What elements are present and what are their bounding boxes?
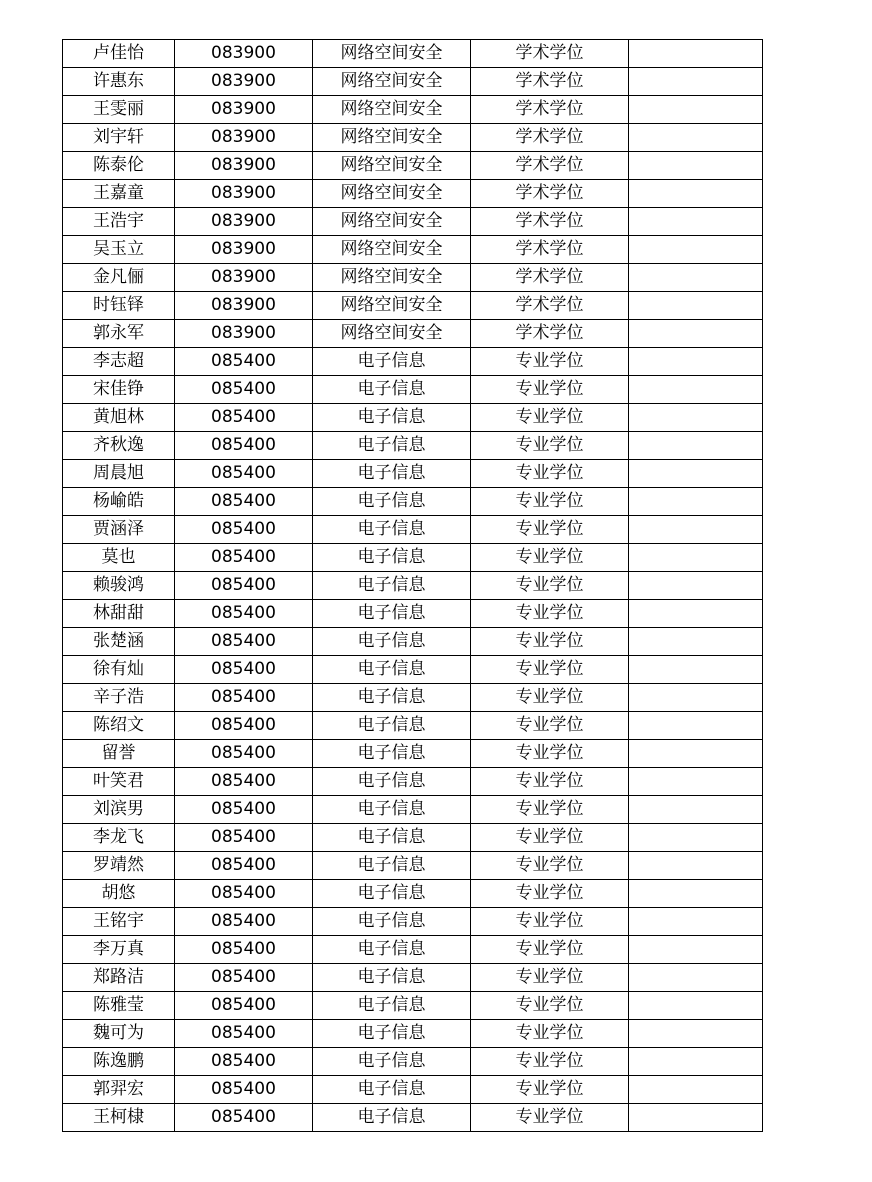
table-row: [63, 488, 763, 516]
major-cell: 电子信息: [313, 572, 471, 600]
table-row: [63, 908, 763, 936]
degree-type-cell: 专业学位: [471, 376, 629, 404]
degree-type-cell: 专业学位: [471, 880, 629, 908]
name-cell: 王嘉童: [63, 180, 175, 208]
code-cell: 085400: [175, 740, 313, 768]
note-cell: [629, 208, 763, 236]
roster-table: [62, 39, 763, 1132]
table-row: [63, 1048, 763, 1076]
note-cell: [629, 264, 763, 292]
major-cell: 电子信息: [313, 600, 471, 628]
code-cell: 085400: [175, 404, 313, 432]
note-cell: [629, 348, 763, 376]
code-cell: 083900: [175, 292, 313, 320]
code-cell: 085400: [175, 908, 313, 936]
table-row: [63, 628, 763, 656]
name-cell: 刘宇轩: [63, 124, 175, 152]
code-cell: 083900: [175, 264, 313, 292]
note-cell: [629, 936, 763, 964]
degree-type-cell: 专业学位: [471, 712, 629, 740]
table-row: [63, 432, 763, 460]
degree-type-cell: 专业学位: [471, 740, 629, 768]
code-cell: 085400: [175, 544, 313, 572]
table-row: [63, 1104, 763, 1132]
major-cell: 网络空间安全: [313, 208, 471, 236]
major-cell: 电子信息: [313, 544, 471, 572]
degree-type-cell: 专业学位: [471, 768, 629, 796]
major-cell: 电子信息: [313, 628, 471, 656]
name-cell: 黄旭林: [63, 404, 175, 432]
degree-type-cell: 专业学位: [471, 964, 629, 992]
name-cell: 林甜甜: [63, 600, 175, 628]
code-cell: 085400: [175, 628, 313, 656]
name-cell: 时钰铎: [63, 292, 175, 320]
degree-type-cell: 专业学位: [471, 544, 629, 572]
table-row: [63, 68, 763, 96]
note-cell: [629, 992, 763, 1020]
major-cell: 电子信息: [313, 824, 471, 852]
code-cell: 085400: [175, 880, 313, 908]
degree-type-cell: 专业学位: [471, 488, 629, 516]
degree-type-cell: 学术学位: [471, 96, 629, 124]
major-cell: 电子信息: [313, 684, 471, 712]
code-cell: 085400: [175, 600, 313, 628]
name-cell: 贾涵泽: [63, 516, 175, 544]
code-cell: 085400: [175, 376, 313, 404]
name-cell: 杨崳皓: [63, 488, 175, 516]
major-cell: 网络空间安全: [313, 320, 471, 348]
code-cell: 085400: [175, 824, 313, 852]
note-cell: [629, 600, 763, 628]
name-cell: 郑路洁: [63, 964, 175, 992]
degree-type-cell: 专业学位: [471, 1104, 629, 1132]
name-cell: 魏可为: [63, 1020, 175, 1048]
table-row: [63, 1076, 763, 1104]
degree-type-cell: 专业学位: [471, 936, 629, 964]
major-cell: 电子信息: [313, 768, 471, 796]
code-cell: 083900: [175, 208, 313, 236]
degree-type-cell: 学术学位: [471, 292, 629, 320]
degree-type-cell: 专业学位: [471, 684, 629, 712]
major-cell: 电子信息: [313, 852, 471, 880]
note-cell: [629, 320, 763, 348]
code-cell: 085400: [175, 460, 313, 488]
name-cell: 陈泰伦: [63, 152, 175, 180]
name-cell: 郭永军: [63, 320, 175, 348]
code-cell: 083900: [175, 40, 313, 68]
code-cell: 085400: [175, 796, 313, 824]
degree-type-cell: 学术学位: [471, 264, 629, 292]
table-row: [63, 348, 763, 376]
table-row: [63, 404, 763, 432]
name-cell: 金凡俪: [63, 264, 175, 292]
code-cell: 085400: [175, 712, 313, 740]
name-cell: 宋佳铮: [63, 376, 175, 404]
table-row: [63, 292, 763, 320]
table-row: [63, 740, 763, 768]
note-cell: [629, 1020, 763, 1048]
table-row: [63, 600, 763, 628]
table-row: [63, 852, 763, 880]
table-row: [63, 656, 763, 684]
table-row: [63, 320, 763, 348]
table-row: [63, 880, 763, 908]
table-row: [63, 208, 763, 236]
note-cell: [629, 768, 763, 796]
degree-type-cell: 专业学位: [471, 432, 629, 460]
name-cell: 张楚涵: [63, 628, 175, 656]
major-cell: 电子信息: [313, 376, 471, 404]
degree-type-cell: 专业学位: [471, 1020, 629, 1048]
degree-type-cell: 学术学位: [471, 320, 629, 348]
table-row: [63, 936, 763, 964]
code-cell: 085400: [175, 768, 313, 796]
note-cell: [629, 460, 763, 488]
note-cell: [629, 796, 763, 824]
note-cell: [629, 152, 763, 180]
degree-type-cell: 专业学位: [471, 1048, 629, 1076]
note-cell: [629, 1076, 763, 1104]
note-cell: [629, 964, 763, 992]
degree-type-cell: 专业学位: [471, 824, 629, 852]
note-cell: [629, 488, 763, 516]
table-row: [63, 796, 763, 824]
code-cell: 085400: [175, 852, 313, 880]
table-row: [63, 964, 763, 992]
name-cell: 陈雅莹: [63, 992, 175, 1020]
degree-type-cell: 专业学位: [471, 796, 629, 824]
table-row: [63, 460, 763, 488]
note-cell: [629, 852, 763, 880]
code-cell: 083900: [175, 320, 313, 348]
degree-type-cell: 专业学位: [471, 404, 629, 432]
note-cell: [629, 684, 763, 712]
code-cell: 083900: [175, 96, 313, 124]
name-cell: 吴玉立: [63, 236, 175, 264]
major-cell: 电子信息: [313, 936, 471, 964]
note-cell: [629, 1104, 763, 1132]
name-cell: 李龙飞: [63, 824, 175, 852]
name-cell: 辛子浩: [63, 684, 175, 712]
name-cell: 莫也: [63, 544, 175, 572]
degree-type-cell: 专业学位: [471, 600, 629, 628]
degree-type-cell: 专业学位: [471, 516, 629, 544]
note-cell: [629, 68, 763, 96]
major-cell: 网络空间安全: [313, 180, 471, 208]
major-cell: 电子信息: [313, 460, 471, 488]
note-cell: [629, 292, 763, 320]
code-cell: 085400: [175, 516, 313, 544]
major-cell: 电子信息: [313, 1076, 471, 1104]
major-cell: 网络空间安全: [313, 96, 471, 124]
note-cell: [629, 824, 763, 852]
major-cell: 电子信息: [313, 740, 471, 768]
major-cell: 电子信息: [313, 992, 471, 1020]
major-cell: 网络空间安全: [313, 264, 471, 292]
table-row: [63, 96, 763, 124]
degree-type-cell: 专业学位: [471, 852, 629, 880]
major-cell: 网络空间安全: [313, 292, 471, 320]
major-cell: 电子信息: [313, 488, 471, 516]
major-cell: 电子信息: [313, 796, 471, 824]
major-cell: 网络空间安全: [313, 68, 471, 96]
degree-type-cell: 学术学位: [471, 40, 629, 68]
table-row: [63, 516, 763, 544]
note-cell: [629, 628, 763, 656]
degree-type-cell: 学术学位: [471, 124, 629, 152]
code-cell: 085400: [175, 1104, 313, 1132]
note-cell: [629, 404, 763, 432]
code-cell: 085400: [175, 992, 313, 1020]
degree-type-cell: 学术学位: [471, 208, 629, 236]
table-row: [63, 264, 763, 292]
major-cell: 电子信息: [313, 348, 471, 376]
name-cell: 王柯棣: [63, 1104, 175, 1132]
table-row: [63, 40, 763, 68]
code-cell: 085400: [175, 432, 313, 460]
table-row: [63, 180, 763, 208]
name-cell: 李万真: [63, 936, 175, 964]
degree-type-cell: 专业学位: [471, 1076, 629, 1104]
note-cell: [629, 740, 763, 768]
code-cell: 085400: [175, 1076, 313, 1104]
name-cell: 留誉: [63, 740, 175, 768]
degree-type-cell: 专业学位: [471, 572, 629, 600]
code-cell: 085400: [175, 964, 313, 992]
code-cell: 085400: [175, 684, 313, 712]
roster-body: [63, 40, 763, 1132]
code-cell: 085400: [175, 1020, 313, 1048]
degree-type-cell: 专业学位: [471, 992, 629, 1020]
degree-type-cell: 学术学位: [471, 180, 629, 208]
name-cell: 胡悠: [63, 880, 175, 908]
name-cell: 郭羿宏: [63, 1076, 175, 1104]
code-cell: 085400: [175, 656, 313, 684]
table-row: [63, 684, 763, 712]
major-cell: 网络空间安全: [313, 236, 471, 264]
code-cell: 085400: [175, 348, 313, 376]
table-row: [63, 824, 763, 852]
note-cell: [629, 40, 763, 68]
table-row: [63, 572, 763, 600]
major-cell: 电子信息: [313, 964, 471, 992]
major-cell: 网络空间安全: [313, 124, 471, 152]
table-row: [63, 124, 763, 152]
note-cell: [629, 124, 763, 152]
table-row: [63, 992, 763, 1020]
degree-type-cell: 学术学位: [471, 152, 629, 180]
note-cell: [629, 236, 763, 264]
note-cell: [629, 516, 763, 544]
name-cell: 王铭宇: [63, 908, 175, 936]
major-cell: 电子信息: [313, 712, 471, 740]
degree-type-cell: 专业学位: [471, 348, 629, 376]
note-cell: [629, 1048, 763, 1076]
major-cell: 电子信息: [313, 516, 471, 544]
code-cell: 083900: [175, 236, 313, 264]
major-cell: 电子信息: [313, 1048, 471, 1076]
name-cell: 陈绍文: [63, 712, 175, 740]
code-cell: 083900: [175, 152, 313, 180]
code-cell: 083900: [175, 180, 313, 208]
code-cell: 085400: [175, 1048, 313, 1076]
name-cell: 卢佳怡: [63, 40, 175, 68]
note-cell: [629, 180, 763, 208]
table-row: [63, 376, 763, 404]
major-cell: 电子信息: [313, 880, 471, 908]
table-row: [63, 1020, 763, 1048]
note-cell: [629, 880, 763, 908]
note-cell: [629, 656, 763, 684]
code-cell: 083900: [175, 124, 313, 152]
name-cell: 王浩宇: [63, 208, 175, 236]
code-cell: 085400: [175, 488, 313, 516]
note-cell: [629, 572, 763, 600]
name-cell: 刘滨男: [63, 796, 175, 824]
degree-type-cell: 专业学位: [471, 628, 629, 656]
note-cell: [629, 908, 763, 936]
name-cell: 陈逸鹏: [63, 1048, 175, 1076]
name-cell: 赖骏鸿: [63, 572, 175, 600]
major-cell: 电子信息: [313, 1104, 471, 1132]
name-cell: 李志超: [63, 348, 175, 376]
note-cell: [629, 544, 763, 572]
degree-type-cell: 学术学位: [471, 236, 629, 264]
note-cell: [629, 712, 763, 740]
name-cell: 王雯丽: [63, 96, 175, 124]
table-row: [63, 768, 763, 796]
table-row: [63, 712, 763, 740]
note-cell: [629, 96, 763, 124]
table-row: [63, 152, 763, 180]
degree-type-cell: 专业学位: [471, 460, 629, 488]
major-cell: 电子信息: [313, 908, 471, 936]
name-cell: 许惠东: [63, 68, 175, 96]
major-cell: 网络空间安全: [313, 152, 471, 180]
major-cell: 网络空间安全: [313, 40, 471, 68]
note-cell: [629, 432, 763, 460]
name-cell: 徐有灿: [63, 656, 175, 684]
degree-type-cell: 学术学位: [471, 68, 629, 96]
name-cell: 叶笑君: [63, 768, 175, 796]
code-cell: 083900: [175, 68, 313, 96]
major-cell: 电子信息: [313, 432, 471, 460]
degree-type-cell: 专业学位: [471, 908, 629, 936]
note-cell: [629, 376, 763, 404]
name-cell: 罗靖然: [63, 852, 175, 880]
code-cell: 085400: [175, 572, 313, 600]
major-cell: 电子信息: [313, 1020, 471, 1048]
degree-type-cell: 专业学位: [471, 656, 629, 684]
code-cell: 085400: [175, 936, 313, 964]
table-row: [63, 544, 763, 572]
major-cell: 电子信息: [313, 656, 471, 684]
major-cell: 电子信息: [313, 404, 471, 432]
name-cell: 周晨旭: [63, 460, 175, 488]
name-cell: 齐秋逸: [63, 432, 175, 460]
table-row: [63, 236, 763, 264]
